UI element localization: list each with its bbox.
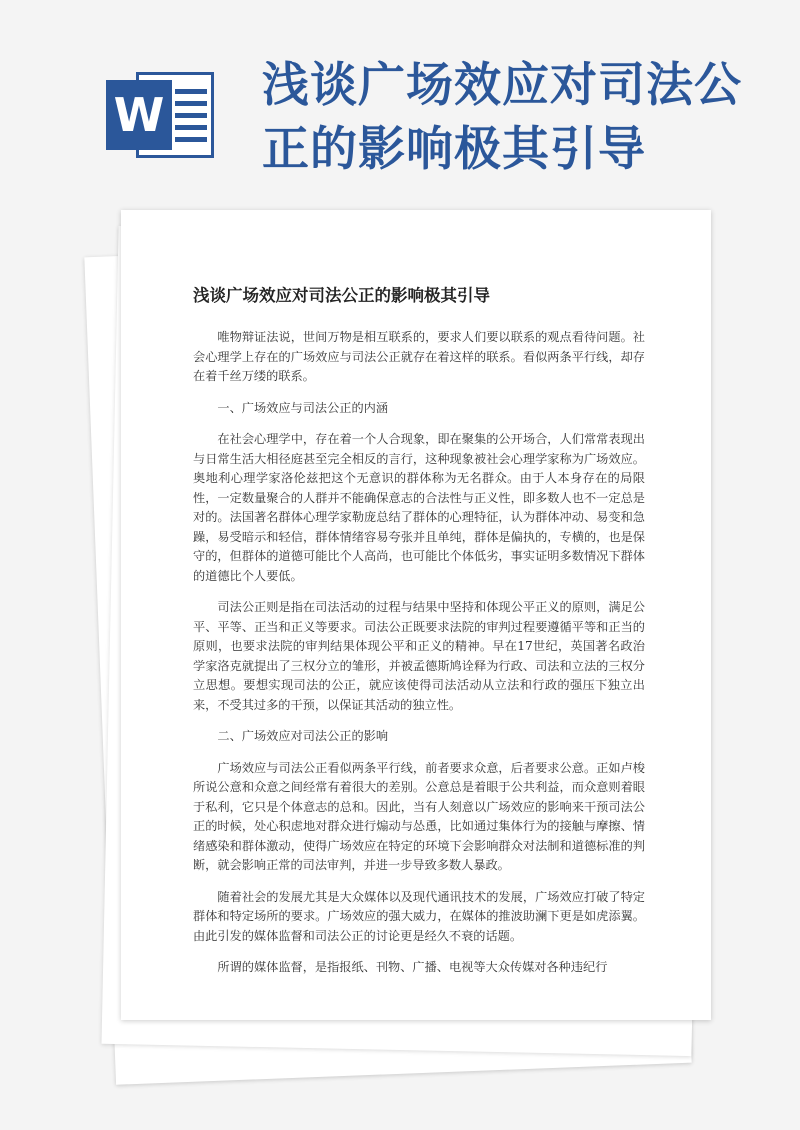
paragraph-plaza-effect: 在社会心理学中，存在着一个人合现象，即在聚集的公开场合，人们常常表现出与日常生活大相径庭甚至完全相反的言行，这种现象被社会心理学家称为广场效应。奥地利心理学家洛伦兹把这个无意识的群体称为无名群众。由于人本身存在的局限性，一定数量聚合的人群并不能确保意志的合法性与正义性，即多数人也不一定总是对的。法国著名群体心理学家勒庞总结了群体的心理特征，认为群体冲动、易变和急躁，易受暗示和轻信，群体情绪容易夸张并且单纯，群体是偏执的，专横的，也是保守的，但群体的道德可能比个人高尚，也可能比个体低劣，事实证明多数情况下群体的道德比个人要低。 — [193, 432, 645, 583]
text-line-icon — [175, 113, 207, 118]
word-letter-badge: W — [106, 80, 172, 150]
paragraph-media-supervision: 所谓的媒体监督，是指报纸、刊物、广播、电视等大众传媒对各种违纪行 — [217, 960, 608, 974]
text-line-icon — [175, 125, 207, 130]
text-line-icon — [175, 89, 207, 94]
text-line-icon — [175, 137, 207, 142]
section-heading-1: 一、广场效应与司法公正的内涵 — [217, 400, 389, 415]
document-body — [193, 328, 645, 990]
document-title: 浅谈广场效应对司法公正的影响极其引导 — [193, 286, 490, 305]
paragraph-influence: 广场效应与司法公正看似两条平行线，前者要求众意，后者要求公意。正如卢梭所说公意和众意之间经常有着很大的差别。公意总是着眼于公共利益，而众意则着眼于私利，它只是个体意志的总和。因此，当有人刻意以广场效应的影响来干预司法公正的时候，处心积虑地对群众进行煽动与怂恿，比如通过集体行为的接触与摩擦、情绪感染和群体激动，使得广场效应在特定的环境下会影响群众对法制和道德标准的判断，就会影响正常的司法审判，并进一步导致多数人暴政。 — [193, 760, 645, 872]
section-heading-2: 二、广场效应对司法公正的影响 — [217, 729, 389, 743]
paragraph-judicial-justice: 司法公正则是指在司法活动的过程与结果中坚持和体现公平正义的原则，满足公平、平等、正当和正义等要求。司法公正既要求法院的审判过程要遵循平等和正当的原则，也要求法院的审判结果体现公平和正义的精神。早在17世纪，英国著名政治学家洛克就提出了三权分立的雏形，并被孟德斯鸠诠释为行政、司法和立法的三权分立思想。要想实现司法的公正，就应该使得司法活动从立法和行政的强压下独立出来，不受其过多的干预，以保证其活动的独立性。 — [193, 600, 645, 712]
word-document-icon — [106, 66, 214, 164]
document-page — [121, 210, 711, 1020]
banner-title: 浅谈广场效应对司法公正的影响极其引导 — [262, 58, 742, 177]
paragraph-intro: 唯物辩证法说，世间万物是相互联系的，要求人们要以联系的观点看待问题。社会心理学上存在的广场效应与司法公正就存在着这样的联系。看似两条平行线，却存在着千丝万缕的联系。 — [193, 330, 645, 383]
text-line-icon — [175, 101, 207, 106]
paragraph-media: 随着社会的发展尤其是大众媒体以及现代通讯技术的发展，广场效应打破了特定群体和特定场所的要求。广场效应的强大威力，在媒体的推波助澜下更是如虎添翼。由此引发的媒体监督和司法公正的讨论更是经久不衰的话题。 — [193, 889, 645, 943]
